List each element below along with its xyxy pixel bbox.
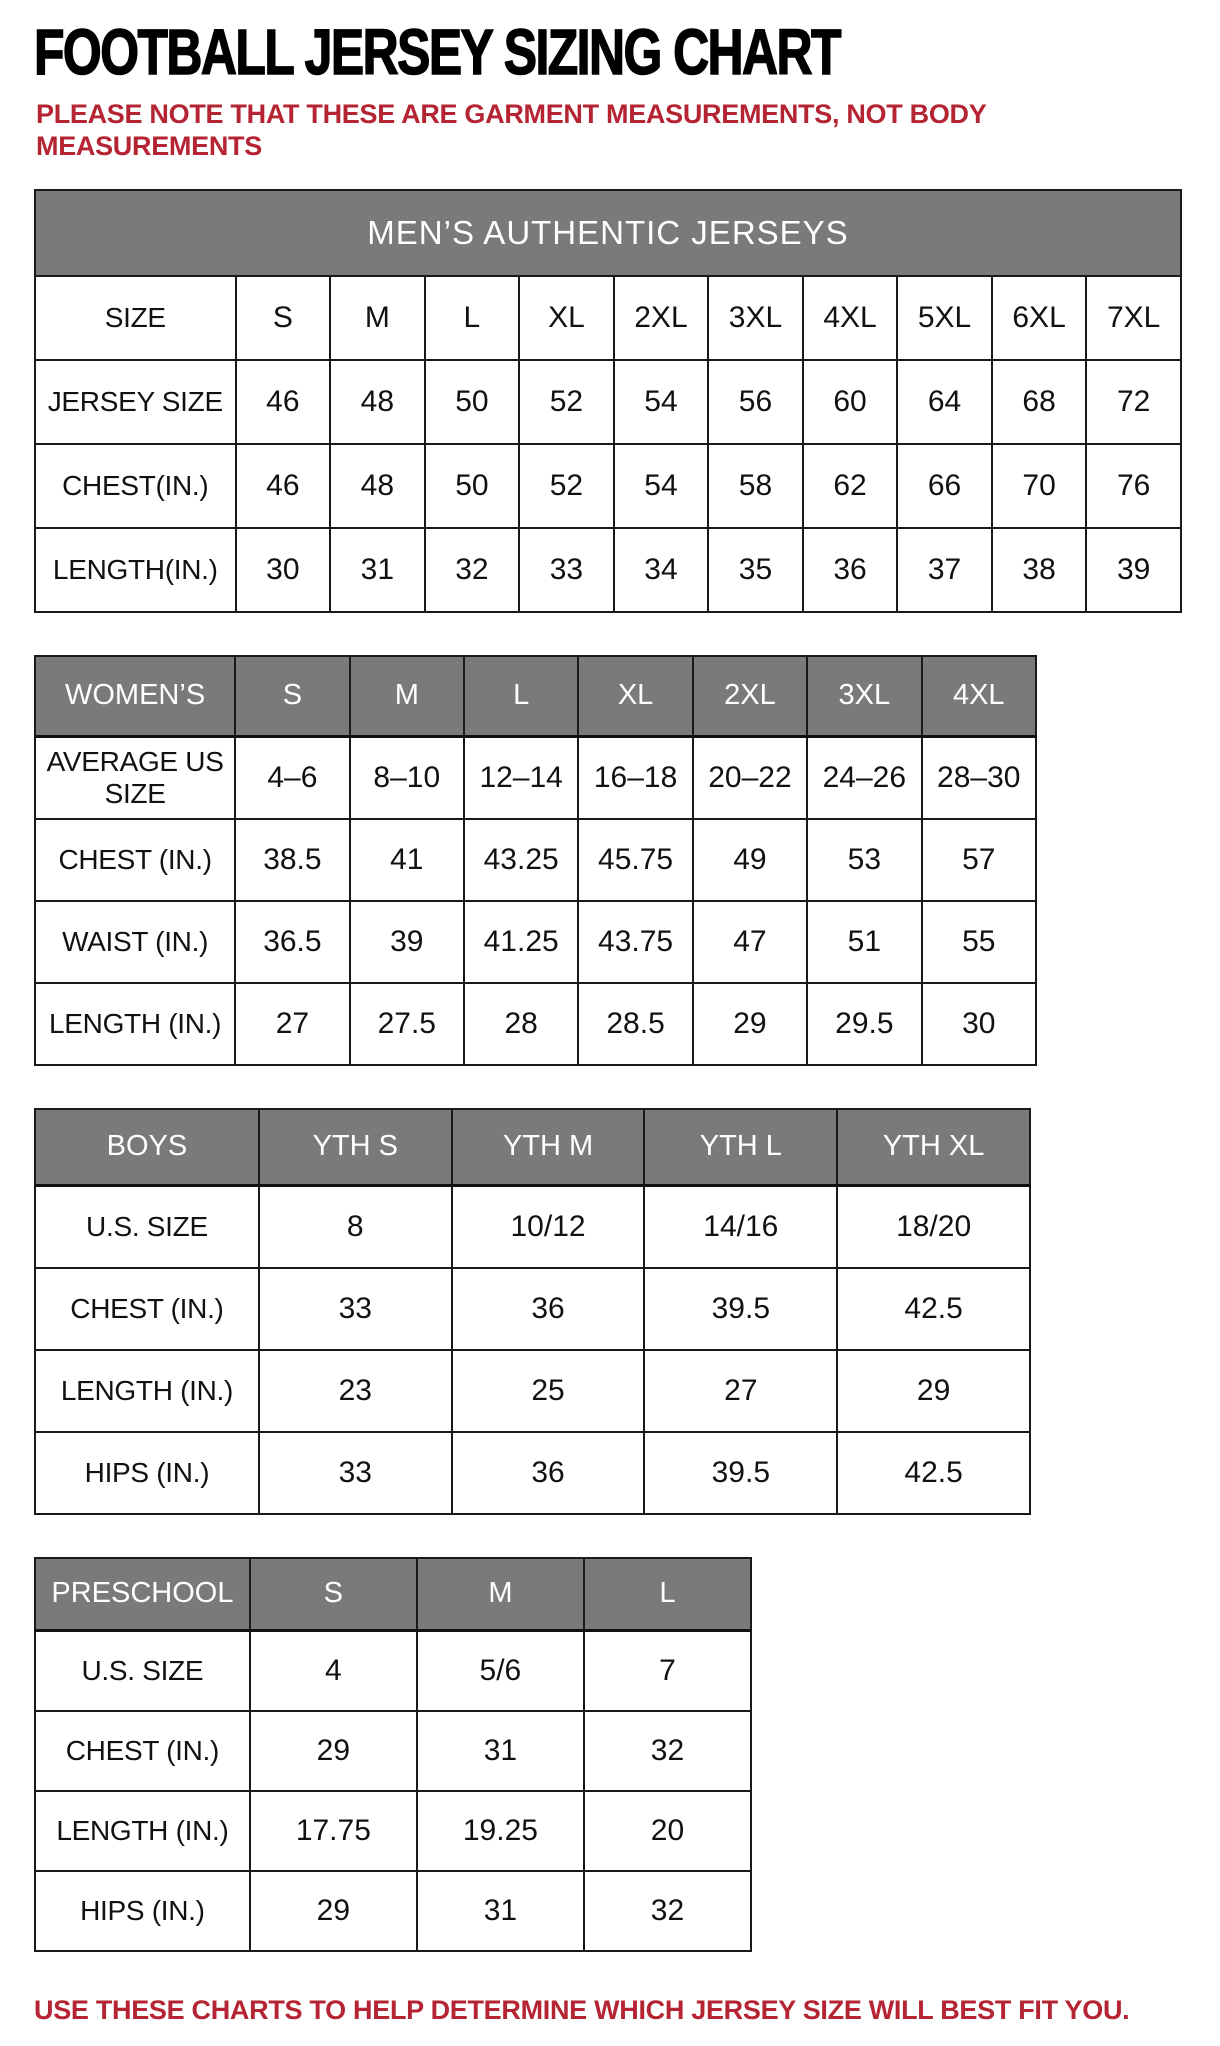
measurement-cell: 60 [803, 360, 898, 444]
measurement-cell: 4XL [803, 276, 898, 360]
measurement-cell: 72 [1086, 360, 1181, 444]
row-label: LENGTH(IN.) [35, 528, 236, 612]
measurement-cell: 29 [250, 1711, 417, 1791]
measurement-cell: 4 [250, 1630, 417, 1711]
row-label: CHEST (IN.) [35, 1268, 259, 1350]
preschool-sizing-table [34, 1557, 752, 1952]
size-column-header: S [250, 1558, 417, 1631]
measurement-cell: 38.5 [235, 819, 349, 901]
size-column-header: YTH M [452, 1109, 645, 1186]
size-column-header: M [350, 656, 464, 737]
page-title: FOOTBALL JERSEY SIZING CHART [34, 16, 840, 88]
measurement-cell: 52 [519, 360, 614, 444]
garment-measurement-note [36, 98, 1186, 163]
measurement-cell: 32 [584, 1711, 751, 1791]
measurement-cell: 68 [992, 360, 1087, 444]
table-row [35, 1432, 1030, 1514]
row-label: LENGTH (IN.) [35, 983, 235, 1065]
measurement-cell: 34 [614, 528, 709, 612]
table-row [35, 1871, 751, 1951]
size-column-header: L [584, 1558, 751, 1631]
measurement-cell: 24–26 [807, 736, 921, 819]
measurement-cell: 62 [803, 444, 898, 528]
row-label: CHEST (IN.) [35, 1711, 250, 1791]
table-group-label: WOMEN’S [35, 656, 235, 737]
table-row [35, 983, 1036, 1065]
womens-sizing-table [34, 655, 1037, 1066]
measurement-cell: 7XL [1086, 276, 1181, 360]
measurement-cell: 27 [644, 1350, 837, 1432]
measurement-cell: 39.5 [644, 1268, 837, 1350]
row-label: LENGTH (IN.) [35, 1791, 250, 1871]
measurement-cell: 32 [425, 528, 520, 612]
measurement-cell: 48 [330, 360, 425, 444]
measurement-cell: 7 [584, 1630, 751, 1711]
measurement-cell: L [425, 276, 520, 360]
measurement-cell: 48 [330, 444, 425, 528]
table-row [35, 276, 1181, 360]
column-header-row [35, 1109, 1030, 1186]
measurement-cell: M [330, 276, 425, 360]
measurement-cell: 27.5 [350, 983, 464, 1065]
measurement-cell: XL [519, 276, 614, 360]
table-row [35, 1185, 1030, 1268]
measurement-cell: 55 [922, 901, 1036, 983]
measurement-cell: 30 [236, 528, 331, 612]
measurement-cell: 58 [708, 444, 803, 528]
measurement-cell: 35 [708, 528, 803, 612]
row-label: CHEST(IN.) [35, 444, 236, 528]
size-column-header: XL [578, 656, 692, 737]
measurement-cell: 20 [584, 1791, 751, 1871]
measurement-cell: 28.5 [578, 983, 692, 1065]
measurement-cell: 37 [897, 528, 992, 612]
table-row [35, 736, 1036, 819]
measurement-cell: 53 [807, 819, 921, 901]
table-row [35, 901, 1036, 983]
measurement-cell: 23 [259, 1350, 452, 1432]
measurement-cell: 36 [803, 528, 898, 612]
measurement-cell: 14/16 [644, 1185, 837, 1268]
size-column-header: L [464, 656, 578, 737]
table-row [35, 1350, 1030, 1432]
measurement-cell: 12–14 [464, 736, 578, 819]
measurement-cell: 39 [350, 901, 464, 983]
mens-authentic-jerseys-table [34, 189, 1182, 613]
column-header-row [35, 656, 1036, 737]
column-header-row [35, 1558, 751, 1631]
measurement-cell: 8 [259, 1185, 452, 1268]
measurement-cell: 29 [693, 983, 807, 1065]
measurement-cell: 50 [425, 360, 520, 444]
measurement-cell: 31 [417, 1711, 584, 1791]
row-label: U.S. SIZE [35, 1185, 259, 1268]
measurement-cell: 47 [693, 901, 807, 983]
size-column-header: YTH S [259, 1109, 452, 1186]
table-row [35, 360, 1181, 444]
measurement-cell: 64 [897, 360, 992, 444]
measurement-cell: 29.5 [807, 983, 921, 1065]
measurement-cell: 76 [1086, 444, 1181, 528]
row-label: CHEST (IN.) [35, 819, 235, 901]
table-row [35, 1791, 751, 1871]
measurement-cell: 42.5 [837, 1432, 1030, 1514]
measurement-cell: 33 [259, 1268, 452, 1350]
mens-table-banner: MEN’S AUTHENTIC JERSEYS [35, 190, 1181, 276]
measurement-cell: 31 [330, 528, 425, 612]
measurement-cell: 41 [350, 819, 464, 901]
footer-fit-advice: USE THESE CHARTS TO HELP DETERMINE WHICH JERSEY SIZE WILL BEST FIT YOU. [34, 1994, 1130, 2025]
measurement-cell: 46 [236, 444, 331, 528]
size-column-header: 4XL [922, 656, 1036, 737]
measurement-cell: 4–6 [235, 736, 349, 819]
measurement-cell: 42.5 [837, 1268, 1030, 1350]
measurement-cell: 43.75 [578, 901, 692, 983]
measurement-cell: 38 [992, 528, 1087, 612]
size-column-header: 3XL [807, 656, 921, 737]
table-row [35, 819, 1036, 901]
measurement-cell: 19.25 [417, 1791, 584, 1871]
measurement-cell: 49 [693, 819, 807, 901]
row-label: JERSEY SIZE [35, 360, 236, 444]
measurement-cell: 66 [897, 444, 992, 528]
measurement-cell: 33 [259, 1432, 452, 1514]
row-label: WAIST (IN.) [35, 901, 235, 983]
row-label: AVERAGE US SIZE [35, 736, 235, 819]
measurement-cell: 32 [584, 1871, 751, 1951]
note-line-1: PLEASE NOTE THAT THESE ARE GARMENT MEASUREMENTS, NOT BODY [36, 99, 987, 129]
table-row [35, 528, 1181, 612]
row-label: U.S. SIZE [35, 1630, 250, 1711]
table-row [35, 1630, 751, 1711]
row-label: HIPS (IN.) [35, 1871, 250, 1951]
boys-sizing-table [34, 1108, 1031, 1515]
measurement-cell: 54 [614, 360, 709, 444]
size-column-header: YTH XL [837, 1109, 1030, 1186]
table-row [35, 1711, 751, 1791]
table-group-label: BOYS [35, 1109, 259, 1186]
measurement-cell: 51 [807, 901, 921, 983]
measurement-cell: 50 [425, 444, 520, 528]
size-column-header: 2XL [693, 656, 807, 737]
measurement-cell: 3XL [708, 276, 803, 360]
measurement-cell: 56 [708, 360, 803, 444]
measurement-cell: 16–18 [578, 736, 692, 819]
row-label: LENGTH (IN.) [35, 1350, 259, 1432]
measurement-cell: 33 [519, 528, 614, 612]
table-group-label: PRESCHOOL [35, 1558, 250, 1631]
measurement-cell: 2XL [614, 276, 709, 360]
size-column-header: M [417, 1558, 584, 1631]
measurement-cell: 45.75 [578, 819, 692, 901]
size-column-header: S [235, 656, 349, 737]
table-banner-row [35, 190, 1181, 276]
measurement-cell: S [236, 276, 331, 360]
size-column-header: YTH L [644, 1109, 837, 1186]
measurement-cell: 36 [452, 1268, 645, 1350]
row-label: HIPS (IN.) [35, 1432, 259, 1514]
row-label: SIZE [35, 276, 236, 360]
measurement-cell: 54 [614, 444, 709, 528]
measurement-cell: 28 [464, 983, 578, 1065]
measurement-cell: 41.25 [464, 901, 578, 983]
measurement-cell: 57 [922, 819, 1036, 901]
table-row [35, 444, 1181, 528]
measurement-cell: 28–30 [922, 736, 1036, 819]
measurement-cell: 5XL [897, 276, 992, 360]
note-line-2: MEASUREMENTS [36, 131, 262, 162]
measurement-cell: 27 [235, 983, 349, 1065]
measurement-cell: 18/20 [837, 1185, 1030, 1268]
measurement-cell: 10/12 [452, 1185, 645, 1268]
measurement-cell: 29 [250, 1871, 417, 1951]
measurement-cell: 17.75 [250, 1791, 417, 1871]
measurement-cell: 36 [452, 1432, 645, 1514]
measurement-cell: 6XL [992, 276, 1087, 360]
measurement-cell: 5/6 [417, 1630, 584, 1711]
measurement-cell: 39 [1086, 528, 1181, 612]
measurement-cell: 39.5 [644, 1432, 837, 1514]
table-row [35, 1268, 1030, 1350]
measurement-cell: 8–10 [350, 736, 464, 819]
measurement-cell: 70 [992, 444, 1087, 528]
measurement-cell: 52 [519, 444, 614, 528]
measurement-cell: 30 [922, 983, 1036, 1065]
measurement-cell: 46 [236, 360, 331, 444]
measurement-cell: 31 [417, 1871, 584, 1951]
measurement-cell: 29 [837, 1350, 1030, 1432]
measurement-cell: 36.5 [235, 901, 349, 983]
measurement-cell: 43.25 [464, 819, 578, 901]
measurement-cell: 25 [452, 1350, 645, 1432]
measurement-cell: 20–22 [693, 736, 807, 819]
